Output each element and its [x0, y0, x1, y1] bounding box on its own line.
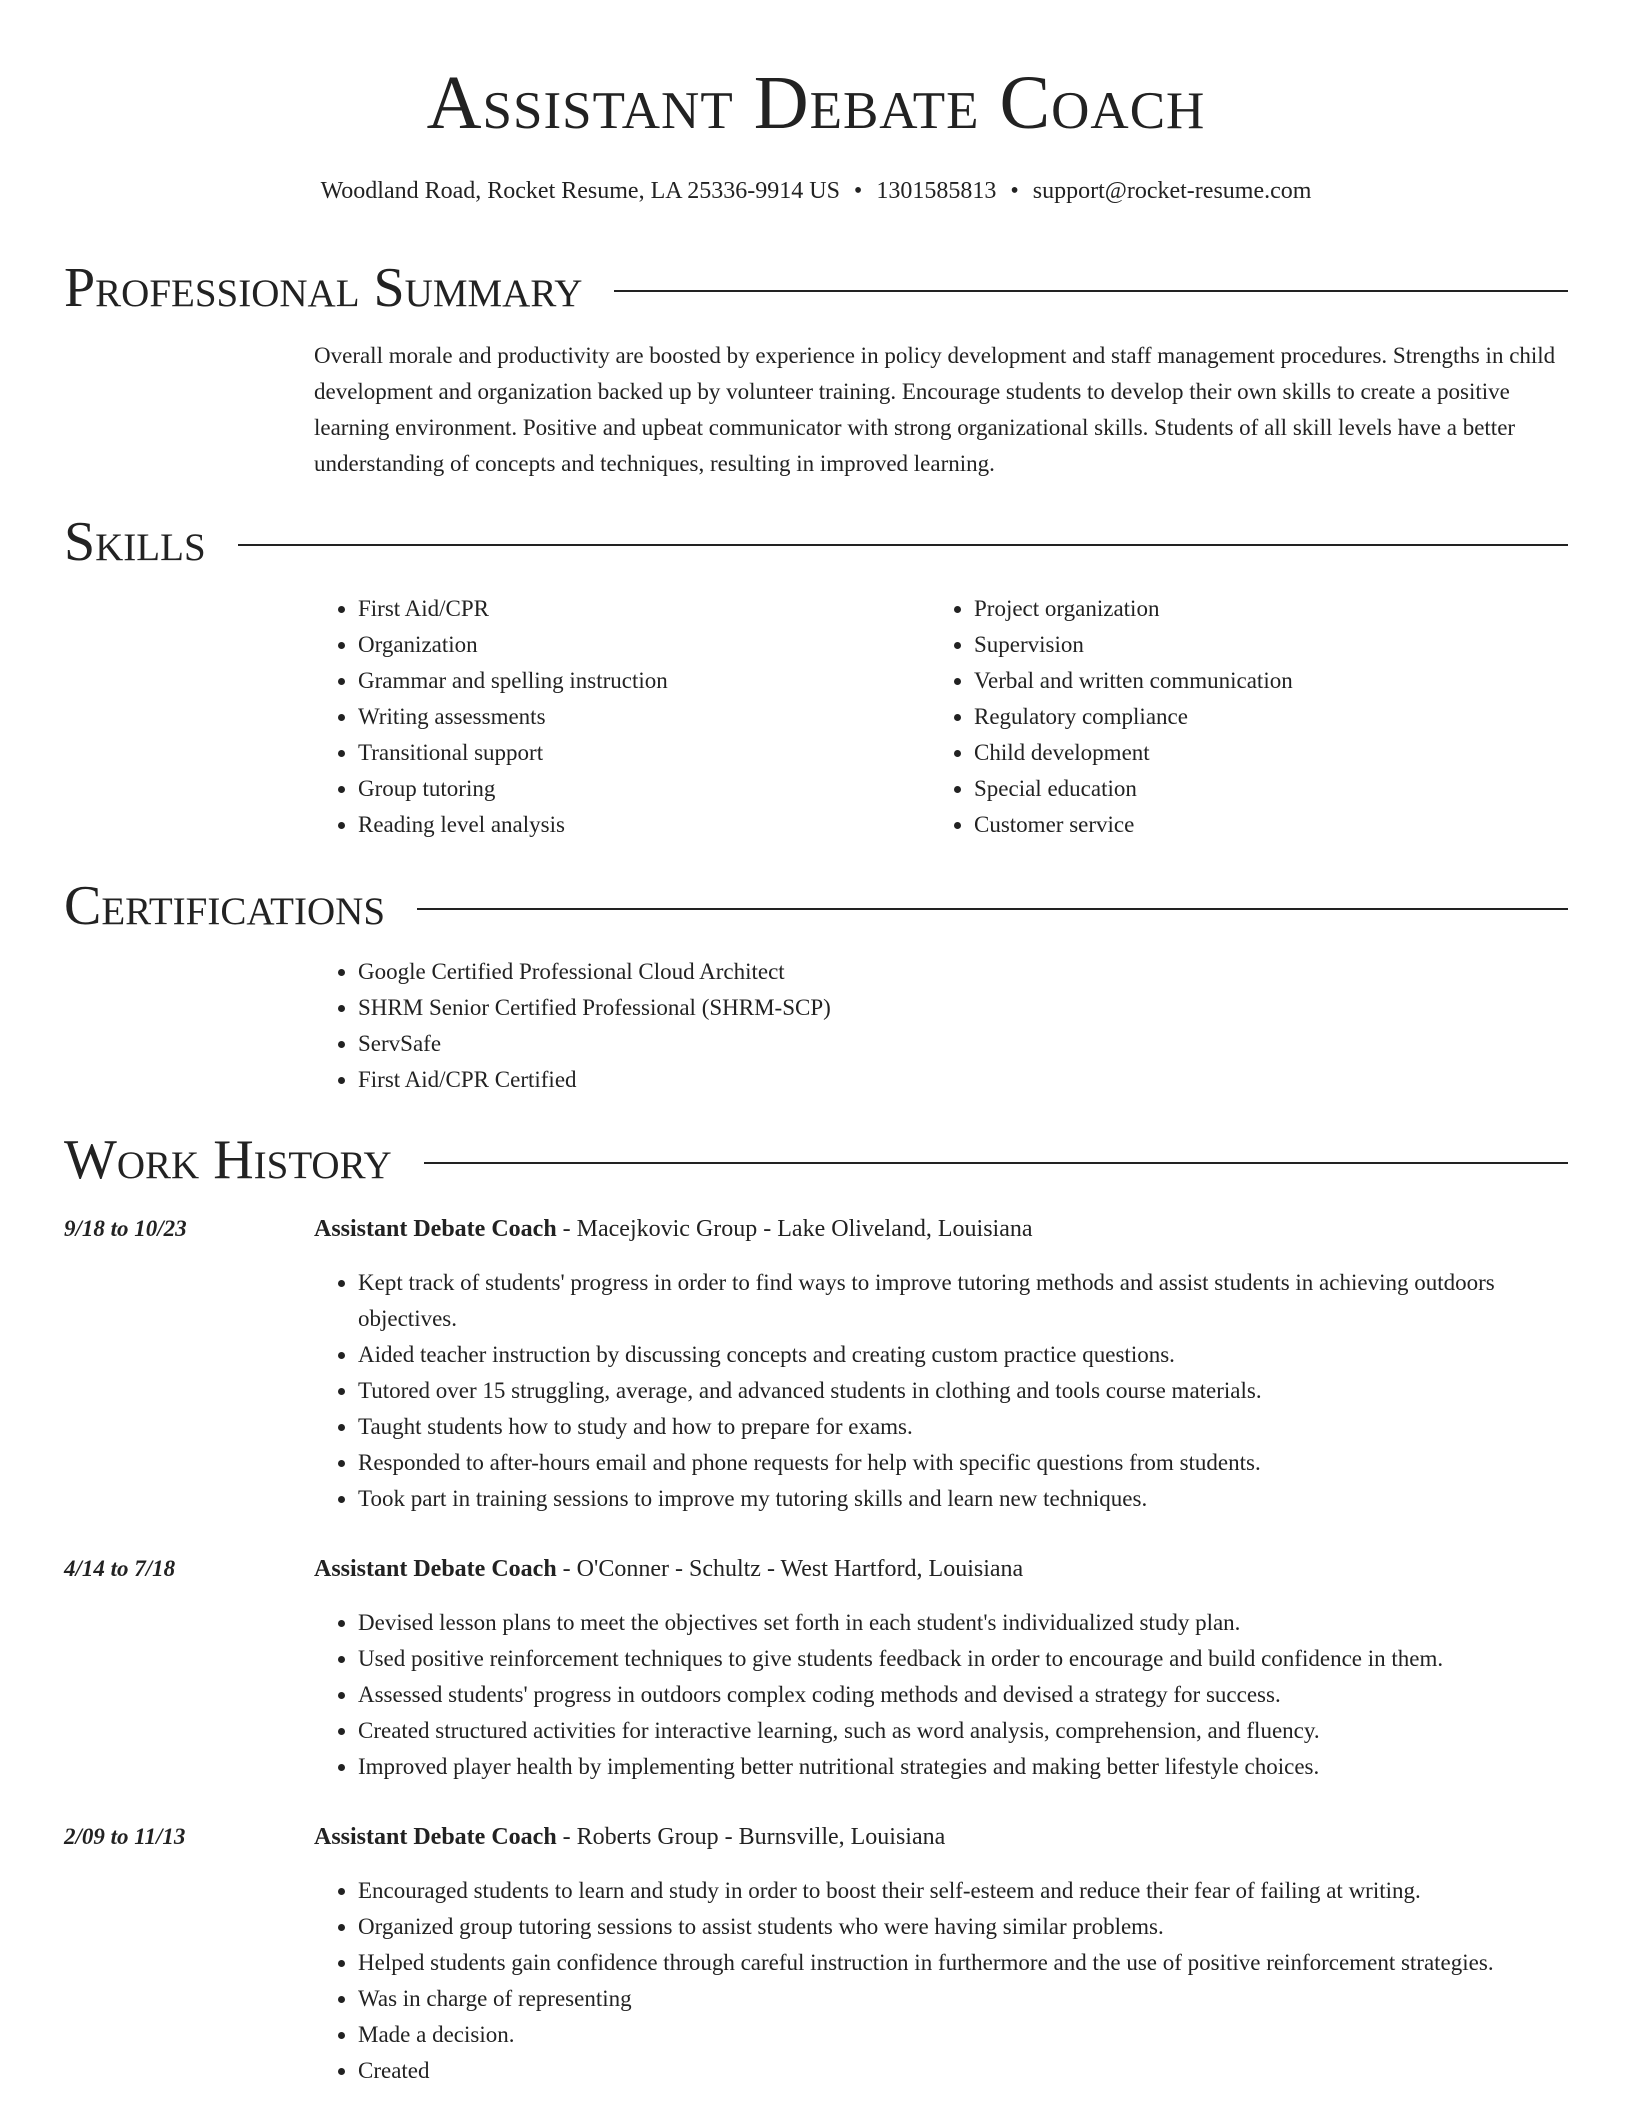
skill-item: • Regulatory compliance: [974, 699, 1550, 735]
job-dates: 9/18 to 10/23: [64, 1216, 187, 1241]
section-divider: [424, 1162, 1568, 1164]
duty-item: • Used positive reinforcement techniques to give students feedback in order to encourage and build confidence in them.: [358, 1641, 1568, 1677]
section-divider: [614, 290, 1568, 292]
certifications-block: [314, 954, 1568, 1098]
skills-list-right: [930, 591, 1550, 843]
duty-item: • Improved player health by implementing better nutritional strategies and making better lifestyle choices.: [358, 1749, 1568, 1785]
job-duties: [314, 1605, 1568, 1785]
skill-item: • First Aid/CPR: [358, 591, 914, 627]
skill-item: • Customer service: [974, 807, 1550, 843]
job-dates: 2/09 to 11/13: [64, 1824, 186, 1849]
duty-item: • Organized group tutoring sessions to assist students who were having similar problems.: [358, 1909, 1568, 1945]
skill-item: • Project organization: [974, 591, 1550, 627]
job-title: Assistant Debate Coach: [314, 1216, 557, 1242]
contact-line: [0, 174, 1632, 208]
duty-item: • Took part in training sessions to improve my tutoring skills and learn new techniques.: [358, 1481, 1568, 1517]
job-details: - Roberts Group - Burnsville, Louisiana: [556, 1824, 946, 1850]
contact-email: support@rocket-resume.com: [1032, 178, 1312, 204]
skills-heading: Skills: [64, 511, 206, 573]
job-duties-list: [314, 1873, 1568, 2089]
separator-dot: •: [853, 178, 863, 204]
summary-text: Overall morale and productivity are boosted by experience in policy development and staff management procedures. Strengths in child development and organization backed up by volunteer training. Encourage students to develop their own skills to create a positive learning environment. Positive and upbeat communicator with strong organizational skills. Students of all skill levels have a better understanding of concepts and techniques, resulting in improved learning.: [314, 343, 1556, 476]
job-dates: 4/14 to 7/18: [64, 1556, 176, 1581]
summary-section-header: [64, 256, 1568, 320]
duty-item: • Helped students gain confidence through careful instruction in furthermore and the use of positive reinforcement strategies.: [358, 1945, 1568, 1981]
section-divider: [238, 544, 1568, 546]
job-details: - O'Conner - Schultz - West Hartford, Louisiana: [556, 1556, 1024, 1582]
job-duties-list: [314, 1265, 1568, 1517]
certification-item: • First Aid/CPR Certified: [358, 1062, 1568, 1098]
duty-item: • Made a decision.: [358, 2017, 1568, 2053]
duty-item: • Responded to after-hours email and phone requests for help with specific questions from students.: [358, 1445, 1568, 1481]
job-heading: [314, 1551, 1568, 1587]
summary-heading: Professional Summary: [64, 257, 583, 319]
skill-item: • Special education: [974, 771, 1550, 807]
skills-column-left: [314, 591, 914, 843]
skill-item: • Writing assessments: [358, 699, 914, 735]
skill-item: • Child development: [974, 735, 1550, 771]
duty-item: • Taught students how to study and how to prepare for exams.: [358, 1409, 1568, 1445]
work-history-heading: Work History: [64, 1129, 392, 1191]
skill-item: • Reading level analysis: [358, 807, 914, 843]
duty-item: • Devised lesson plans to meet the objectives set forth in each student's individualized study plan.: [358, 1605, 1568, 1641]
skills-section-header: [64, 510, 1568, 574]
certifications-heading: Certifications: [64, 875, 386, 937]
certification-item: • ServSafe: [358, 1026, 1568, 1062]
job-heading: [314, 1819, 1568, 1855]
job-details: - Macejkovic Group - Lake Oliveland, Louisiana: [556, 1216, 1033, 1242]
resume-name: Assistant Debate Coach: [426, 61, 1206, 145]
skill-item: • Grammar and spelling instruction: [358, 663, 914, 699]
skill-item: • Supervision: [974, 627, 1550, 663]
certification-item: • SHRM Senior Certified Professional (SHRM-SCP): [358, 990, 1568, 1026]
duty-item: • Created: [358, 2053, 1568, 2089]
duty-item: • Encouraged students to learn and study in order to boost their self-esteem and reduce their fear of failing at writing.: [358, 1873, 1568, 1909]
skills-column-right: [930, 591, 1550, 843]
job-duties: [314, 1265, 1568, 1517]
skill-item: • Organization: [358, 627, 914, 663]
duty-item: • Tutored over 15 struggling, average, and advanced students in clothing and tools course materials.: [358, 1373, 1568, 1409]
certifications-list: [314, 954, 1568, 1098]
certification-item: • Google Certified Professional Cloud Architect: [358, 954, 1568, 990]
skill-item: • Group tutoring: [358, 771, 914, 807]
contact-phone: 1301585813: [876, 178, 997, 204]
job-heading: [314, 1211, 1568, 1247]
duty-item: • Kept track of students' progress in order to find ways to improve tutoring methods and assist students in achieving outdoors objectives.: [358, 1265, 1568, 1337]
duty-item: • Assessed students' progress in outdoors complex coding methods and devised a strategy for success.: [358, 1677, 1568, 1713]
certifications-section-header: [64, 874, 1568, 938]
section-divider: [417, 908, 1568, 910]
separator-dot: •: [1010, 178, 1019, 204]
skill-item: • Verbal and written communication: [974, 663, 1550, 699]
skills-list-left: [314, 591, 914, 843]
contact-address: Woodland Road, Rocket Resume, LA 25336-9914 US: [320, 178, 840, 204]
job-title: Assistant Debate Coach: [314, 1556, 557, 1582]
job-duties: [314, 1873, 1568, 2089]
duty-item: • Aided teacher instruction by discussing concepts and creating custom practice questions.: [358, 1337, 1568, 1373]
duty-item: • Created structured activities for interactive learning, such as word analysis, comprehension, and fluency.: [358, 1713, 1568, 1749]
skill-item: • Transitional support: [358, 735, 914, 771]
duty-item: • Was in charge of representing: [358, 1981, 1568, 2017]
work-history-section-header: [64, 1128, 1568, 1192]
job-duties-list: [314, 1605, 1568, 1785]
job-title: Assistant Debate Coach: [314, 1824, 557, 1850]
